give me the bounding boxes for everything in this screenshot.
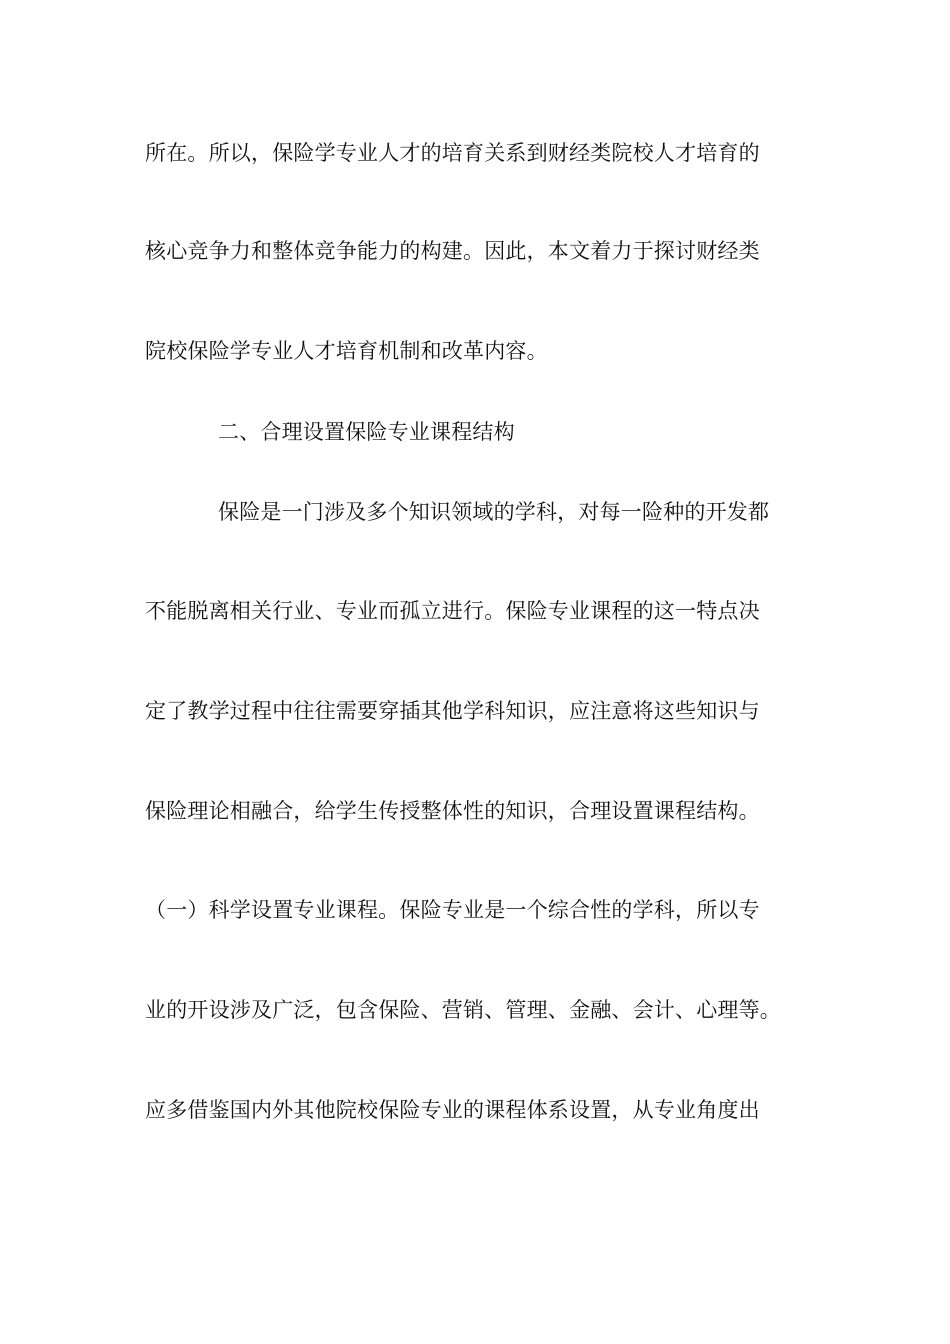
text-line: 应多借鉴国内外其他院校保险专业的课程体系设置，从专业角度出 (145, 1098, 760, 1122)
text-line: 保险理论相融合，给学生传授整体性的知识，合理设置课程结构。 (145, 799, 760, 823)
text-line: 院校保险学专业人才培育机制和改革内容。 (145, 339, 548, 363)
text-line: 不能脱离相关行业、专业而孤立进行。保险专业课程的这一特点决 (145, 599, 760, 623)
text-line: 定了教学过程中往往需要穿插其他学科知识，应注意将这些知识与 (145, 699, 760, 723)
text-line: 所在。所以，保险学专业人才的培育关系到财经类院校人才培育的 (145, 141, 760, 165)
subsection-line: （一）科学设置专业课程。保险专业是一个综合性的学科，所以专 (145, 898, 760, 922)
text-line: 保险是一门涉及多个知识领域的学科，对每一险种的开发都 (218, 500, 770, 524)
text-line: 业的开设涉及广泛，包含保险、营销、管理、金融、会计、心理等。 (145, 998, 781, 1022)
section-heading: 二、合理设置保险专业课程结构 (218, 420, 515, 444)
text-line: 核心竞争力和整体竞争能力的构建。因此，本文着力于探讨财经类 (145, 239, 760, 263)
